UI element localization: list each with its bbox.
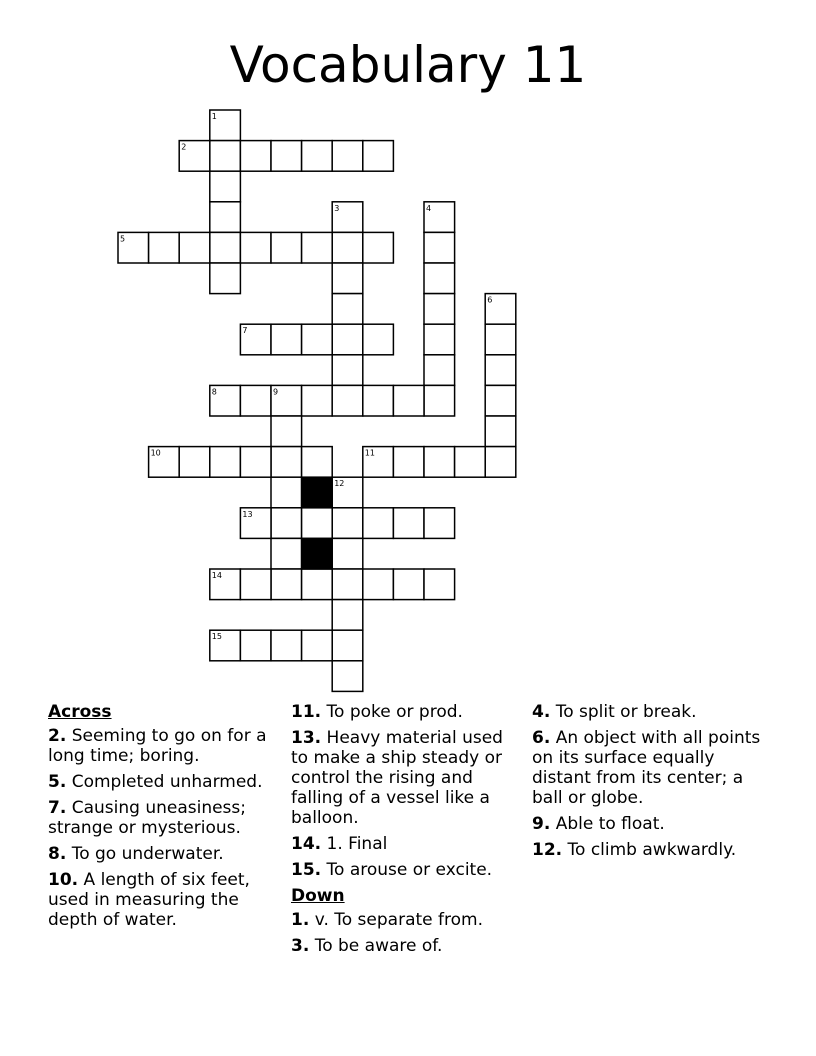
- grid-cell[interactable]: [302, 385, 333, 416]
- grid-cell[interactable]: [424, 232, 455, 263]
- clue-down-1: [291, 910, 521, 930]
- grid-cell[interactable]: [210, 141, 241, 172]
- grid-cell[interactable]: [179, 447, 210, 478]
- grid-cell[interactable]: [302, 508, 333, 539]
- clue-text: To go underwater.: [71, 844, 224, 864]
- clue-text: To arouse or excite.: [326, 860, 493, 880]
- grid-cell[interactable]: [210, 232, 241, 263]
- grid-cell[interactable]: [332, 661, 363, 692]
- page-title: Vocabulary 11: [229, 36, 587, 94]
- clue-across-15: [291, 860, 521, 880]
- grid-cell[interactable]: [271, 477, 302, 508]
- grid-cell[interactable]: [485, 355, 516, 386]
- grid-cell[interactable]: [271, 447, 302, 478]
- clue-number: 1.: [291, 910, 310, 930]
- clue-down-9: [532, 814, 762, 834]
- grid-cell[interactable]: [210, 171, 241, 202]
- clue-text: Causing uneasiness; strange or mysterious.: [48, 798, 246, 838]
- clue-column-2: [291, 702, 521, 962]
- clue-across-10: [48, 870, 278, 930]
- clue-number: 7.: [48, 798, 67, 818]
- grid-cell[interactable]: [271, 324, 302, 355]
- clue-text: To be aware of.: [314, 936, 443, 956]
- grid-cell[interactable]: [363, 232, 394, 263]
- grid-cell[interactable]: [302, 324, 333, 355]
- clue-text: To split or break.: [555, 702, 697, 722]
- clue-across-11: [291, 702, 521, 722]
- cell-number: 2: [181, 142, 187, 152]
- cell-number: 12: [334, 479, 345, 489]
- clue-down-6: [532, 728, 762, 808]
- clue-across-14: [291, 834, 521, 854]
- grid-cell[interactable]: [332, 294, 363, 325]
- cell-number: 4: [426, 203, 432, 213]
- grid-cell[interactable]: [332, 630, 363, 661]
- clue-across-5: [48, 772, 278, 792]
- grid-cell[interactable]: [424, 569, 455, 600]
- clue-down-12: [532, 840, 762, 860]
- grid-cell[interactable]: [302, 232, 333, 263]
- grid-cell[interactable]: [424, 324, 455, 355]
- clue-column-1: [48, 702, 278, 936]
- grid-cell[interactable]: [210, 447, 241, 478]
- grid-cell[interactable]: [271, 538, 302, 569]
- clue-number: 10.: [48, 870, 79, 890]
- cell-number: 3: [334, 203, 340, 213]
- grid-cell[interactable]: [424, 508, 455, 539]
- cell-number: 9: [273, 387, 279, 397]
- clue-number: 15.: [291, 860, 322, 880]
- cell-number: 13: [242, 509, 253, 519]
- grid-cell[interactable]: [332, 508, 363, 539]
- clue-number: 5.: [48, 772, 67, 792]
- grid-block-cell: [302, 538, 333, 569]
- grid-cell[interactable]: [210, 202, 241, 233]
- grid-cell[interactable]: [424, 355, 455, 386]
- cell-number: 1: [211, 112, 217, 121]
- clue-number: 6.: [532, 728, 551, 748]
- grid-cell[interactable]: [332, 600, 363, 631]
- clue-number: 2.: [48, 726, 67, 746]
- grid-cell[interactable]: [149, 232, 180, 263]
- grid-cell[interactable]: [393, 447, 424, 478]
- grid-cell[interactable]: [363, 324, 394, 355]
- grid-cell[interactable]: [363, 569, 394, 600]
- grid-cell[interactable]: [393, 508, 424, 539]
- clue-text: To climb awkwardly.: [567, 840, 737, 860]
- clue-text: A length of six feet, used in measuring the depth of water.: [48, 870, 250, 930]
- clue-down-3: [291, 936, 521, 956]
- grid-cell[interactable]: [485, 385, 516, 416]
- grid-cell[interactable]: [393, 569, 424, 600]
- grid-cell[interactable]: [240, 232, 271, 263]
- clue-number: 8.: [48, 844, 67, 864]
- grid-cell[interactable]: [363, 141, 394, 172]
- clue-across-7: [48, 798, 278, 838]
- grid-cell[interactable]: [424, 294, 455, 325]
- grid-cell[interactable]: [332, 385, 363, 416]
- clue-number: 13.: [291, 728, 322, 748]
- clue-column-3: [532, 702, 762, 866]
- grid-cell[interactable]: [332, 355, 363, 386]
- grid-cell[interactable]: [332, 538, 363, 569]
- cell-number: 10: [150, 448, 161, 458]
- grid-cell[interactable]: [455, 447, 486, 478]
- grid-cell[interactable]: [271, 569, 302, 600]
- clue-text: Seeming to go on for a long time; boring.: [48, 726, 267, 766]
- grid-cell[interactable]: [302, 630, 333, 661]
- cell-number: 7: [242, 326, 248, 336]
- grid-cell[interactable]: [240, 630, 271, 661]
- grid-cell[interactable]: [424, 263, 455, 294]
- grid-cell[interactable]: [271, 416, 302, 447]
- grid-cell[interactable]: [271, 508, 302, 539]
- cell-number: 15: [211, 632, 222, 642]
- grid-cell[interactable]: [240, 385, 271, 416]
- clue-text: v. To separate from.: [314, 910, 483, 930]
- clue-number: 14.: [291, 834, 322, 854]
- grid-cell[interactable]: [424, 447, 455, 478]
- grid-cell[interactable]: [240, 141, 271, 172]
- cell-number: 11: [364, 448, 375, 458]
- grid-cell[interactable]: [302, 569, 333, 600]
- grid-cell[interactable]: [424, 385, 455, 416]
- grid-cell[interactable]: [179, 232, 210, 263]
- clue-number: 4.: [532, 702, 551, 722]
- clue-number: 11.: [291, 702, 322, 722]
- clue-text: Completed unharmed.: [71, 772, 263, 792]
- grid-cell[interactable]: [332, 232, 363, 263]
- grid-block-cell: [302, 477, 333, 508]
- grid-cell[interactable]: [393, 385, 424, 416]
- clue-number: 3.: [291, 936, 310, 956]
- clue-across-13: [291, 728, 521, 828]
- grid-cell[interactable]: [485, 416, 516, 447]
- clue-text: To poke or prod.: [326, 702, 463, 722]
- grid-cell[interactable]: [240, 569, 271, 600]
- clue-text: An object with all points on its surface equally distant from its center; a ball or globe.: [532, 728, 761, 808]
- across-heading: Across: [48, 702, 112, 722]
- clue-number: 9.: [532, 814, 551, 834]
- grid-cell[interactable]: [210, 263, 241, 294]
- grid-cell[interactable]: [332, 324, 363, 355]
- cell-number: 14: [211, 571, 222, 580]
- grid-cell[interactable]: [363, 385, 394, 416]
- cell-number: 5: [120, 234, 126, 244]
- down-heading: Down: [291, 886, 345, 906]
- clue-down-4: [532, 702, 762, 722]
- grid-cell[interactable]: [363, 508, 394, 539]
- clue-across-2: [48, 726, 278, 766]
- grid-cell[interactable]: [271, 232, 302, 263]
- clue-text: Able to float.: [555, 814, 665, 834]
- cell-number: 8: [211, 387, 217, 397]
- cell-number: 6: [487, 295, 493, 305]
- grid-cell[interactable]: [271, 141, 302, 172]
- grid-cell[interactable]: [485, 324, 516, 355]
- grid-cell[interactable]: [302, 141, 333, 172]
- clue-text: 1. Final: [326, 834, 388, 854]
- grid-cell[interactable]: [240, 447, 271, 478]
- clue-across-8: [48, 844, 278, 864]
- grid-cell[interactable]: [302, 447, 333, 478]
- grid-cell[interactable]: [332, 141, 363, 172]
- grid-cell[interactable]: [332, 569, 363, 600]
- clue-number: 12.: [532, 840, 563, 860]
- grid-cell[interactable]: [485, 447, 516, 478]
- clue-text: Heavy material used to make a ship steady or control the rising and falling of a vessel like a balloon.: [291, 728, 503, 828]
- grid-cell[interactable]: [332, 263, 363, 294]
- grid-cell[interactable]: [271, 630, 302, 661]
